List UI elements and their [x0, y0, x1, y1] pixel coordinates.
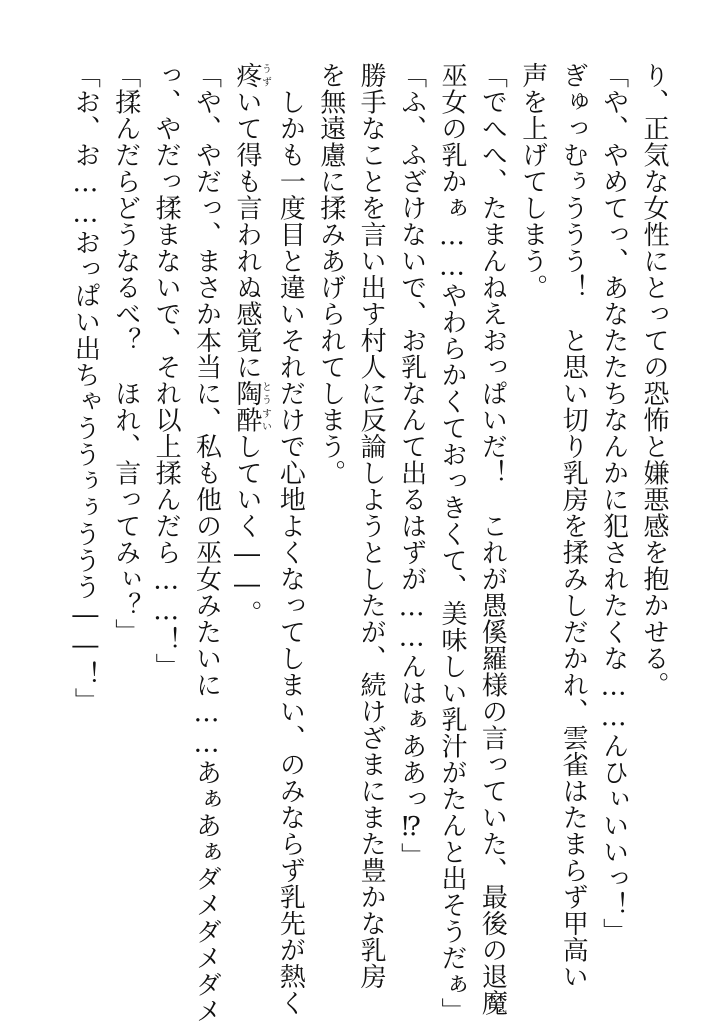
- text-line: 「ふ、ふざけないで、お乳なんて出るはずが……んはぁああっ⁉」: [396, 62, 427, 869]
- vertical-text-block: [65, 62, 674, 1024]
- text-segment: していく――。: [231, 433, 262, 627]
- ruby-annotation: [231, 62, 271, 89]
- text-line: っ、やだっ揉まないで、それ以上揉んだら……！」: [151, 62, 182, 680]
- text-line: 声を上げてしまう。: [517, 62, 548, 301]
- text-line: 「や、やだっ、まさか本当に、私も他の巫女みたいに……あぁあぁダメダメダメ: [191, 62, 222, 1024]
- ruby-reading: うず: [259, 62, 271, 89]
- ruby-base: 疼: [231, 62, 262, 89]
- ruby-reading: とうすい: [259, 380, 271, 433]
- ruby-base: 陶酔: [231, 380, 262, 433]
- text-line: 巫女の乳かぁ……やわらかくておっきくて、美味しい乳汁がたんと出そうだぁ」: [436, 62, 467, 1024]
- ruby-annotation: [231, 380, 271, 433]
- text-segment: いて得も言われぬ感覚に: [231, 88, 262, 380]
- text-line: 勝手なことを言い出す村人に反論しようとしたが、続けざまにまた豊かな乳房: [356, 62, 387, 990]
- text-line: しかも一度目と違いそれだけで心地よくなってしまい、のみならず乳先が熱く: [275, 62, 306, 1016]
- text-line: 「や、やめてっ、あなたたちなんかに犯されたくな……んひぃいいっ！」: [598, 62, 629, 945]
- text-line: 「お、お……おっぱい出ちゃううぅぅううう――！」: [70, 62, 101, 714]
- text-line-with-ruby: [227, 62, 270, 962]
- text-line: 「でへへ、たまんねえおっぱいだ！ これが愚傒羅様の言っていた、最後の退魔: [477, 62, 508, 1016]
- text-line: を無遠慮に揉みあげられてしまう。: [315, 62, 346, 486]
- text-line: 「揉んだらどうなるべ？ ほれ、言ってみぃ？」: [110, 62, 141, 645]
- text-line: ぎゅっむぅううう！ と思い切り乳房を揉みしだかれ、雲雀はたまらず甲高い: [558, 62, 589, 990]
- text-line: り、正気な女性にとっての恐怖と嫌悪感を抱かせる。: [639, 62, 669, 698]
